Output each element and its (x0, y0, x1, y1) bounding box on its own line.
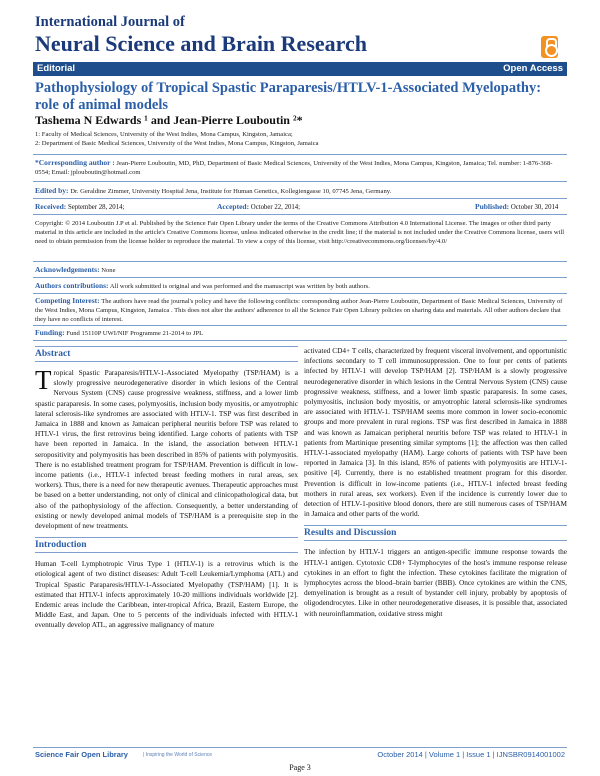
edited-label: Edited by: (35, 186, 69, 195)
divider (33, 214, 567, 215)
accepted-label: Accepted: (217, 202, 250, 211)
footer-tagline: | Inspiring the World of Science (143, 752, 213, 758)
divider (33, 325, 567, 326)
abstract-text (35, 365, 298, 531)
corresponding-label: *Corresponding author : (35, 158, 115, 167)
acknowledgements (35, 265, 567, 275)
abstract-heading: Abstract (35, 346, 298, 362)
ack-text: None (101, 267, 116, 274)
divider (33, 261, 567, 262)
funding-label: Funding: (35, 328, 65, 337)
results-heading: Results and Discussion (304, 525, 567, 541)
article-authors: Tashema N Edwards ¹ and Jean-Pierre Louboutin ²* (35, 113, 303, 127)
page-footer (33, 747, 567, 760)
divider (33, 181, 567, 182)
funding (35, 328, 567, 338)
open-access-label: Open Access (503, 63, 563, 74)
right-column (304, 346, 567, 625)
page-number: Page 3 (289, 763, 311, 772)
right-paragraph-1: activated CD4+ T cells, characterized by frequent visceral involvement, and opportunistic infections secondary to T cell immunosuppression. One to four per cents of patients infected by HTLV-1 will develop TSP/HAM [2]. TSP/HAM is a slowly progressive neurodegenerative disorder in which lesions in the Central Nervous System (CNS) cause progressive weakness, stiffness, and a lower limb spastic paraparesis. In some cases, polymyositis, inclusion body myositis, or amyotrophic lateral sclerosis-like syndromes are associated with HTLV-1. TSP/HAM seems more common in lower socio-economic groups and more prevalent in rural regions. TSP was first described in Jamaica in 1888 and was known as Jamaican peripheral neuritis before TSP was related to HTLV-1 in patients from Martinique presenting similar symptoms [1]; the affection was then called HTLV-1-associated myelopathy (HAM). Large cohorts of patients with TSP have been reported in Jamaica [3]. In this island, 85% of patients with polymyositis are HTLV-1-positive [4]. Currently, there is no established treatment program for this disorder. Prevention is difficult in low-income patients (i.e., HTLV-1 infected breast feeding mothers in rural areas, sex workers). Even if the incidence is currently lower due to detection of HTLV-1-positive blood donors, there are still numerous cases of TSP/HAM in Jamaica and other parts of the world. (304, 346, 567, 519)
ack-label: Acknowledgements: (35, 265, 100, 274)
corresponding-author (35, 158, 567, 177)
edited-text: Dr. Geraldine Zimmer, University Hospital Jena, Institute for Human Genetics, Kollegiengasse 10, 07745 Jena, Germany. (70, 188, 392, 195)
abstract-body: ropical Spastic Paraparesis/HTLV-1-Associated Myelopathy (TSP/HAM) is a slowly progressive neurodegenerative disorder in which lesions of the Central Nervous System (CNS) cause progressive weakness, stiffness, and a lower limb spastic paraparesis. In some cases, polymyositis, inclusion body myositis, or amyotrophic lateral sclerosis-like syndromes are associated with HTLV-1. TSP was first described in Jamaica in 1888 and known as Jamaican peripheral neuritis before TSP was related to HTLV-1 virus, the first retrovirus being identified. Large cohorts of patients with TSP have been reported in Jamaica. In the island, the association between HTLV-1 seropositivity and polymyositis has been described in 85% of patients with polymyositis. There is no established treatment program for TSP/HAM. Prevention is difficult in low-income patients (i.e., HTLV-1 infected breast feeding mothers in rural areas, sex workers). Thus, there is a need for new therapeutic avenues. Therapeutic approaches must be based on a better understanding, not only of clinical and clinicopathological data, but also of the pathophysiology of the affection. Consequently, a better understanding of existing or newly developed animal models of TSP/HAM is a prerequisite step in the development of new treatments. (35, 368, 298, 531)
competing-interest (35, 296, 567, 324)
contrib-text: All work submitted is original and was performed and the manuscript was written by both authors. (109, 283, 370, 290)
divider (33, 293, 567, 294)
affiliation-2: 2: Department of Basic Medical Sciences, University of the West Indies, Mona Campus, Kingston, Jamaica (35, 140, 319, 147)
author-contributions (35, 281, 567, 291)
right-paragraph-2: The infection by HTLV-1 triggers an antigen-specific immune response towards the HTLV-1 antigen. Cytotoxic CD8+ T-lymphocytes of the host's immune response release cytokines in an effort to fight the infection. These cytokines facilitate the migration of lymphocytes across the blood–brain barrier (BBB). Once cytokines are within the CNS, demyelination is brought as a result of bystander cell injury, probably by apoptosis of oligodendrocytes. Like in other neurodegenerative diseases, it is possible that, associated with neuroinflammation, oxidative stress might (304, 547, 567, 618)
footer-issue-info: October 2014 | Volume 1 | Issue 1 | IJNSBR0914001002 (377, 750, 565, 759)
affiliation-1: 1: Faculty of Medical Sciences, University of the West Indies, Mona Campus, Kingston, Jamaica; (35, 131, 293, 138)
contrib-label: Authors contributions: (35, 281, 109, 290)
copyright-notice: Copyright: © 2014 Louboutin J.P et al. Published by the Science Fair Open Library under the terms of the Creative Commons Attribution 4.0 International License. The images or other third party material in this article are included in the article's Creative Commons license, unless indicated otherwise in the credit line; if the material is not included under the Creative Commons license, users will need to obtain permission from the license holder to reproduce the material. To view a copy of this license, visit http://creativecommons.org/licenses/by/4.0/ (35, 220, 565, 245)
edited-by (35, 186, 567, 196)
article-title: Pathophysiology of Tropical Spastic Paraparesis/HTLV-1-Associated Myelopathy: role of animal models (35, 80, 542, 113)
left-column (35, 346, 298, 637)
footer-library: Science Fair Open Library (35, 750, 128, 759)
divider (33, 198, 567, 199)
journal-name-line2: Neural Science and Brain Research (35, 31, 368, 56)
published-date: October 30, 2014 (510, 204, 559, 211)
divider (33, 340, 567, 341)
divider (33, 277, 567, 278)
dropcap: T (35, 365, 52, 395)
introduction-heading: Introduction (35, 537, 298, 553)
corresponding-text: Jean-Pierre Louboutin, MD, PhD, Department of Basic Medical Sciences, University of the West Indies, Mona Campus, Kingston, Jamaica; Tel. number: 1-876-368-0554; Email: jplouboutin@hotmail.com (35, 160, 553, 176)
article-type-bar (33, 62, 567, 76)
published-label: Published: (475, 202, 510, 211)
competing-text: The authors have read the journal's policy and have the following conflicts: corresponding author Jean-Pierre Louboutin, Department of Basic Medical Sciences, University of the West Indies, Mona Campus, Kingston, Jamaica . This does not alter the authors' adherence to all the Science Fair Open Library policies on sharing data and materials. All other authors declare that they have no conflicts of interest. (35, 298, 563, 323)
article-dates (35, 202, 567, 211)
divider (33, 154, 567, 155)
journal-name-line1: International Journal of (35, 14, 185, 30)
open-access-lock-icon (541, 36, 558, 58)
received-date: September 28, 2014; (67, 204, 125, 211)
journal-masthead (35, 14, 367, 57)
received-label: Received: (35, 202, 67, 211)
funding-text: Fund 15110P UWI/NIF Programme 21-2014 to JPL (66, 330, 204, 337)
introduction-text: Human T-cell Lymphotropic Virus Type 1 (HTLV-1) is a retrovirus which is the etiological agent of two distinct diseases: Adult T-cell Leukemia/Lymphoma (ATL) and Tropical Spastic Paraparesis/HTLV-1-Associated Myelopathy (TSP/HAM) [1]. It is estimated that HTLV-1 infects approximately 10-20 millions individuals worldwide [2]. Endemic areas include the Caribbean, inter-tropical Africa, Brazil, Eastern Europe, the Middle East, and Japan. One to 5 percents of the individuals infected with HTLV-1 eventually develop ATL, an aggressive malignancy of mature (35, 559, 298, 630)
accepted-date: October 22, 2014; (250, 204, 301, 211)
competing-label: Competing Interest: (35, 296, 100, 305)
article-type-label: Editorial (37, 63, 76, 74)
